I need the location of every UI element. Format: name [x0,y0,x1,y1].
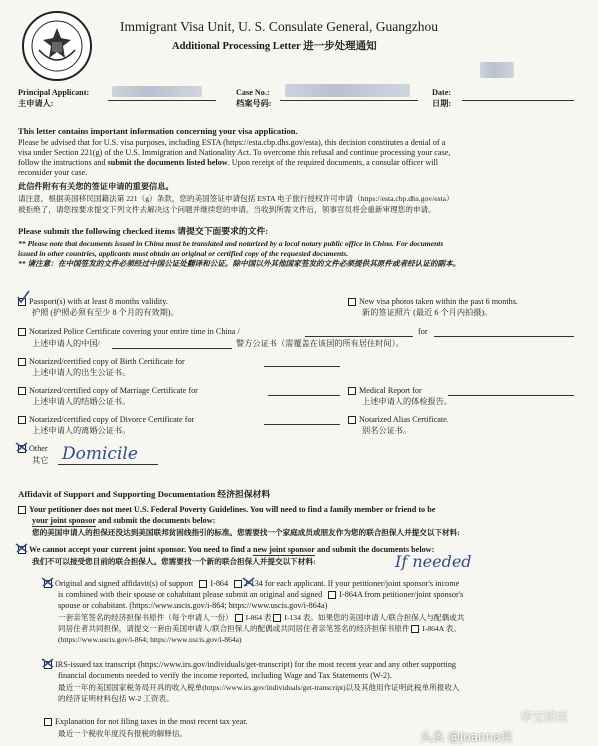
i134-label: I-134 for each applicant. If your petitioner/joint sponsor's income [245,579,460,588]
i864a-label: I-864A from petitioner/joint sponsor's [339,590,464,599]
support-item-1-cn-2a: 同居住者共同担保，请提交一套由美国申请人/联合担保人的配偶或共同居住者亲笔签名的经济担保书原件 [58,624,410,633]
affidavit-p1-cn: 您的美国申请人的担保还没达到美国联邦贫困线指引的标准。您需要找一个家庭成员或朋友作为您的联合担保人并提交以下材料: [32,528,460,537]
intro-line-3b: submit the documents listed below [107,158,228,167]
divorce-label: Notarized/certified copy of Divorce Certificate for [29,415,195,424]
alias-label: Notarized Alias Certificate. [359,415,449,424]
intro-line-3a: follow the instructions and [18,158,108,167]
passport-check-mark [16,290,30,304]
photos-label-cn: 新的签证照片 (最近 6 个月内拍摄)。 [362,308,493,317]
alias-checkbox[interactable] [348,416,356,424]
support-item-2-label: IRS-issued tax transcript (https://www.irs.gov/individuals/get-transcript) for the most recent year and any other supporting [55,660,457,669]
birth-label: Notarized/certified copy of Birth Certificate for [29,357,185,366]
support-item-1-line-b-text: is combined with their spouse or cohabitant please submit an original and signed [58,590,323,599]
affidavit-p1-line-b [32,516,215,527]
support-item-3-checkbox[interactable] [44,718,52,726]
affidavit-heading: Affidavit of Support and Supporting Documentation 经济担保材料 [18,489,271,499]
support-item-1-cn-2 [58,624,461,634]
applicant-line [108,100,216,101]
intro-heading: This letter contains important information concerning your visa application. [18,126,298,136]
other-handwritten: Domicile [62,444,138,464]
i864-checkbox[interactable] [199,580,207,588]
intro-line-1: Please be advised that for U.S. visa purposes, including ESTA (https://esta.cbp.dhs.gov/esta), this decision constitutes a denial of a [18,138,446,147]
i864a-cn-checkbox[interactable] [411,625,419,633]
passport-label-cn: 护照 (护照必须有至少 8 个月的有效期)。 [32,308,179,317]
support-item-1-cn-1a: 一套亲笔签名的经济担保书原件（每个申请人一份） [58,613,233,622]
case-redacted [285,84,410,97]
letter-subtitle: Additional Processing Letter 进一步处理通知 [172,41,377,52]
divorce-blank [264,424,340,425]
consulate-seal [21,10,93,82]
affidavit-p2[interactable] [18,545,434,556]
submit-note-2: issued in other countries, applicants must obtain an original or certified copy of the requested documents. [18,249,349,258]
affidavit-p2-check-mark [15,542,29,554]
police-checkbox[interactable] [18,328,26,336]
birth-blank [264,366,340,367]
applicant-label-cn: 主申请人: [18,99,54,108]
item-divorce[interactable] [18,415,194,425]
intro-cn-line-1: 请注意，根据美国移民国籍法第 221（g）条款，您的美国签证申请包括 ESTA 电子旅行授权许可申请（https://esta.cbp.dhs.gov/esta） [18,194,454,203]
item-photos[interactable] [348,297,518,307]
police-for-blank [434,336,574,337]
support-item-1-cn-1c: I-134 表。如果您的美国申请人/联合担保人与配偶或共 [284,613,465,622]
affidavit-p2-new-joint-sponsor: new joint sponsor [253,545,315,554]
support-item-2-check-mark [41,657,55,669]
medical-blank [448,395,574,396]
item-marriage[interactable] [18,386,198,396]
affidavit-p1[interactable] [18,505,435,515]
police-blank [305,336,413,337]
divorce-label-cn: 上述申请人的离婚公证书。 [32,426,131,435]
photos-label: New visa photos taken within the past 6 months. [359,297,518,306]
intro-line-2: visa under Section 221(g) of the U.S. Immigration and Nationality Act. To overcome this refusal and continue processing your case, [18,148,451,157]
passport-label: Passport(s) with at least 8 months validity. [29,297,168,306]
i864-check-mark [242,576,256,588]
other-check-mark [15,441,29,453]
marriage-blank [268,395,340,396]
support-item-3-label: Explanation for not filing taxes in the most recent tax year. [55,717,248,726]
date-line [462,100,574,101]
submit-heading: Please submit the following checked items 请提交下面要求的文件: [18,226,269,236]
support-item-2-line-b: financial documents needed to verify the income reported, including Wage and Tax Statements (W-2). [58,671,392,680]
police-label-cn: 上述申请人的中国/ [32,339,100,348]
i864a-checkbox[interactable] [328,591,336,599]
item-birth[interactable] [18,357,185,367]
affidavit-p1-line-b-tail: and submit the documents below: [96,516,216,525]
letter-title: Immigrant Visa Unit, U. S. Consulate General, Guangzhou [120,19,439,34]
submit-note-1: ** Please note that documents issued in China must be translated and notarized by a local notary public office in China. For documents [18,239,444,248]
date-redacted [480,62,514,78]
affidavit-p2-line-a: We cannot accept your current joint sponsor. You need to find a [29,545,254,554]
alias-label-cn: 别名公证书。 [362,426,412,435]
marriage-checkbox[interactable] [18,387,26,395]
affidavit-p2-cn: 我们不可以接受您目前的联合担保人。您需要找一个新的联合担保人并提交以下材料: [32,557,316,566]
medical-checkbox[interactable] [348,387,356,395]
marriage-label-cn: 上述申请人的结婚公证书。 [32,397,131,406]
case-label: Case No.: [236,88,270,97]
item-passport[interactable] [18,297,168,307]
intro-line-3 [18,158,438,168]
applicant-label: Principal Applicant: [18,88,90,97]
support-item-1-cn-3: (https://www.uscis.gov/i-864; https://www.uscis.gov/i-864a) [58,635,242,644]
birth-checkbox[interactable] [18,358,26,366]
intro-line-3c: . Upon receipt of the required documents, a consular officer will [227,158,439,167]
support-item-1-line-c: spouse or cohabitant. (https://www.uscis.gov/i-864; https://www.uscis.gov/i-864a) [58,601,328,610]
i134-cn-checkbox[interactable] [273,614,281,622]
support-item-1-line-b [58,590,463,600]
support-item-2-cn-1: 最近一年的美国国家税务局开具的收入税单(https://www.irs.gov/individuals/get-transcript)以及其他用作证明此税单所报收入 [58,683,460,692]
support-item-1-label: Original and signed affidavit(s) of support [55,579,194,588]
case-line [280,100,418,101]
support-item-3[interactable] [44,717,248,727]
i864-label: I-864 [210,579,229,588]
applicant-redacted [112,86,202,97]
date-label: Date: [432,88,452,97]
item-police[interactable] [18,327,240,337]
divorce-checkbox[interactable] [18,416,26,424]
other-blank [58,464,158,465]
case-label-cn: 档案号码: [236,99,272,108]
item-medical[interactable] [348,386,422,396]
intro-cn-heading: 此信件附有有关您的签证申请的重要信息。 [18,182,174,191]
item-alias[interactable] [348,415,449,425]
support-item-2[interactable] [44,660,456,670]
submit-note-3: ** 请注意：在中国签发的文件必须经过中国公证处翻译和公证。除中国以外其他国家签发的文件必须提供其原件或者经认证的副本。 [18,259,461,268]
other-label-cn: 其它 [32,456,49,465]
watermark-right: 华宝移民 [520,710,569,724]
support-item-1-cn-1b: I-864 表 [245,613,272,622]
police-label-cn-2: 警方公证书（需覆盖在该国的所有居住时间）。 [236,339,404,348]
birth-label-cn: 上述申请人的出生公证书。 [32,368,131,377]
affidavit-p1-checkbox[interactable] [18,506,26,514]
affidavit-p2-line-b: and submit the documents below: [314,545,435,554]
watermark-left: 头条 @Joanna侠 [420,730,513,744]
intro-line-4: reconsider your case. [18,168,88,177]
police-cn-blank [112,348,232,349]
other-label: Other [29,444,48,453]
medical-label-cn: 上述申请人的体检报告。 [362,397,453,406]
support-item-3-cn: 最近一个税收年度没有报税的解释信。 [58,729,188,738]
affidavit-p2-handwritten: If needed [395,552,472,571]
support-item-2-cn-2: 的经济证明材料包括 W-2 工资表。 [58,694,174,703]
support-item-1-check-mark [41,576,55,588]
support-item-1-cn-1 [58,613,464,623]
affidavit-p1-joint-sponsor: your joint sponsor [32,516,96,525]
medical-label: Medical Report for [359,386,422,395]
police-for: for [418,327,428,336]
date-label-cn: 日期: [432,99,452,108]
intro-cn-line-2: 被拒绝了，请您按要求提交下列文件去解决这个问题并继续您的申请。当收到所需文件后，领事官员将会重新审理您的申请。 [18,205,436,214]
police-label: Notarized Police Certificate covering your entire time in China / [29,327,240,336]
i864-cn-checkbox[interactable] [235,614,243,622]
affidavit-p1-line-a: Your petitioner does not meet U.S. Federal Poverty Guidelines. You will need to find a family member or friend to be [29,505,436,514]
photos-checkbox[interactable] [348,298,356,306]
marriage-label: Notarized/certified copy of Marriage Certificate for [29,386,198,395]
i134-checkbox[interactable] [234,580,242,588]
support-item-1-cn-2b: I-864A 表。 [422,624,461,633]
